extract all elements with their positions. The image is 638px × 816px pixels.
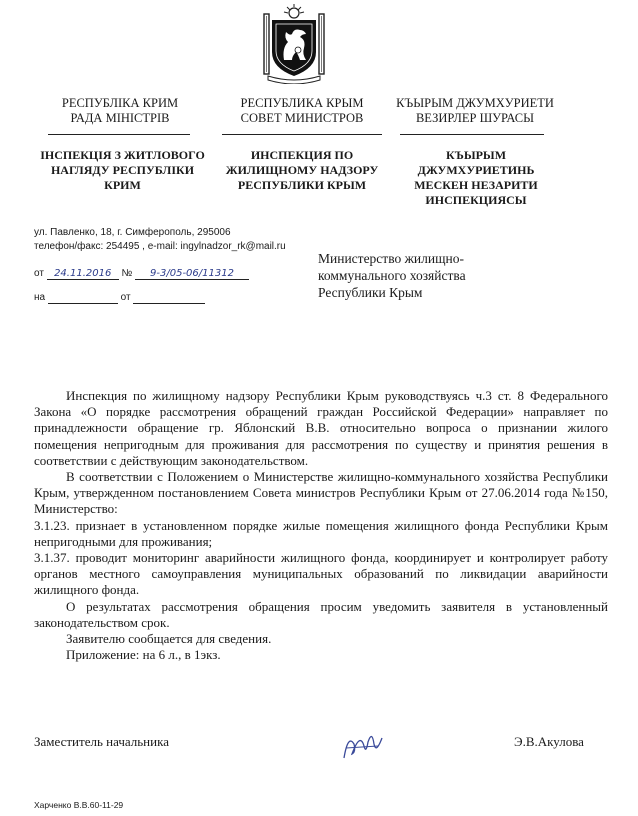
insp-crh-line: КЪЫРЫМ <box>445 148 507 162</box>
addressee-line: Министерство жилищно- <box>318 251 464 266</box>
incoming-reference <box>34 292 264 304</box>
ref-date <box>47 268 119 280</box>
ref-number-label: № <box>121 268 133 279</box>
header-crh-line2: ВЕЗИРЛЕР ШУРАСЫ <box>415 111 535 125</box>
insp-ru-line: РЕСПУБЛИКИ КРЫМ <box>237 178 367 192</box>
addressee-line: Республики Крым <box>318 285 423 300</box>
body-paragraph-attachment: Приложение: на 6 л., в 1экз. <box>66 647 221 663</box>
contact-phone-email: телефон/факс: 254495 , e-mail: ingylnadzor_rk@mail.ru <box>34 241 286 252</box>
insp-crh-line: ДЖУМХУРИЕТИНЬ <box>417 163 535 177</box>
ref-date-handwritten: 24.11.2016 <box>54 268 112 279</box>
header-column-ukrainian <box>40 96 200 126</box>
header-divider-ru <box>222 134 382 135</box>
inspection-title-crimean-tatar <box>396 148 556 208</box>
insp-ru-line: ИНСПЕКЦИЯ ПО <box>250 148 354 162</box>
addressee <box>318 250 558 301</box>
body-item-3-1-23: 3.1.23. признает в установленном порядке жилые помещения жилищного фонда Республики Крым непригодными для проживания; <box>34 517 608 549</box>
header-ua-line2: РАДА МІНІСТРІВ <box>70 111 170 125</box>
handwritten-signature <box>338 724 388 764</box>
header-ru-line2: СОВЕТ МИНИСТРОВ <box>240 111 364 125</box>
ref-on-line <box>48 292 118 304</box>
outgoing-reference <box>34 268 264 284</box>
ref-number-handwritten: 9-3/05-06/11312 <box>150 268 234 279</box>
body-paragraph-2: В соответствии с Положением о Министерстве жилищно-коммунального хозяйства Республики Крым, утвержденном постановлением Совета министров Республики Крым от 27.06.2014 года №150, Министерство: <box>34 469 608 517</box>
ref-number <box>135 268 249 280</box>
crimea-coat-of-arms-emblem <box>262 4 326 84</box>
contact-address: ул. Павленко, 18, г. Симферополь, 295006 <box>34 227 231 238</box>
header-column-crimean-tatar <box>390 96 560 126</box>
ref-on-label: на <box>34 292 46 303</box>
header-ua-line1: РЕСПУБЛІКА КРИМ <box>61 96 179 110</box>
insp-crh-line: МЕСКЕН НЕЗАРИТИ <box>414 178 538 192</box>
body-paragraph-1: Инспекция по жилищному надзору Республики Крым руководствуясь ч.3 ст. 8 Федерального Закона «О порядке рассмотрения обращений граждан Российской Федерации» направляет по принадлежности обращение гр. Яблонский В.В. относительно вопроса о признании жилого помещения непригодным для проживания для рассмотрения по существу и принятия решения в соответствии с действующим законодательством. <box>34 388 608 468</box>
ref-on-from-label: от <box>120 292 131 303</box>
header-divider-ua <box>48 134 190 135</box>
insp-ua-line: КРИМ <box>104 178 141 192</box>
inspection-title-russian <box>218 148 386 193</box>
body-paragraph-notice: Заявителю сообщается для сведения. <box>66 631 272 647</box>
letter-body <box>34 388 608 663</box>
body-paragraph-request: О результатах рассмотрения обращения просим уведомить заявителя в установленный законодательством срок. <box>34 598 608 630</box>
body-item-3-1-37: 3.1.37. проводит мониторинг аварийности жилищного фонда, координирует и контролирует работу органов местного самоуправления муниципальных образований по ликвидации аварийности жилищного фонда. <box>34 550 608 598</box>
header-divider-crh <box>400 134 544 135</box>
insp-crh-line: ИНСПЕКЦИЯСЫ <box>425 193 527 207</box>
insp-ua-line: НАГЛЯДУ РЕСПУБЛІКИ <box>50 163 195 177</box>
header-crh-line1: КЪЫРЫМ ДЖУМХУРИЕТИ <box>396 96 554 110</box>
header-ru-line1: РЕСПУБЛИКА КРЫМ <box>240 96 364 110</box>
signature-name: Э.В.Акулова <box>514 734 584 749</box>
insp-ru-line: ЖИЛИЩНОМУ НАДЗОРУ <box>225 163 379 177</box>
addressee-line: коммунального хозяйства <box>318 268 466 283</box>
signature-position: Заместитель начальника <box>34 734 169 749</box>
header-column-russian <box>222 96 382 126</box>
insp-ua-line: ІНСПЕКЦІЯ З ЖИТЛОВОГО <box>40 148 205 162</box>
ref-on-from-line <box>133 292 205 304</box>
ref-from-label: от <box>34 268 44 279</box>
executor-note: Харченко В.В.60-11-29 <box>34 800 124 810</box>
inspection-title-ukrainian <box>40 148 205 193</box>
